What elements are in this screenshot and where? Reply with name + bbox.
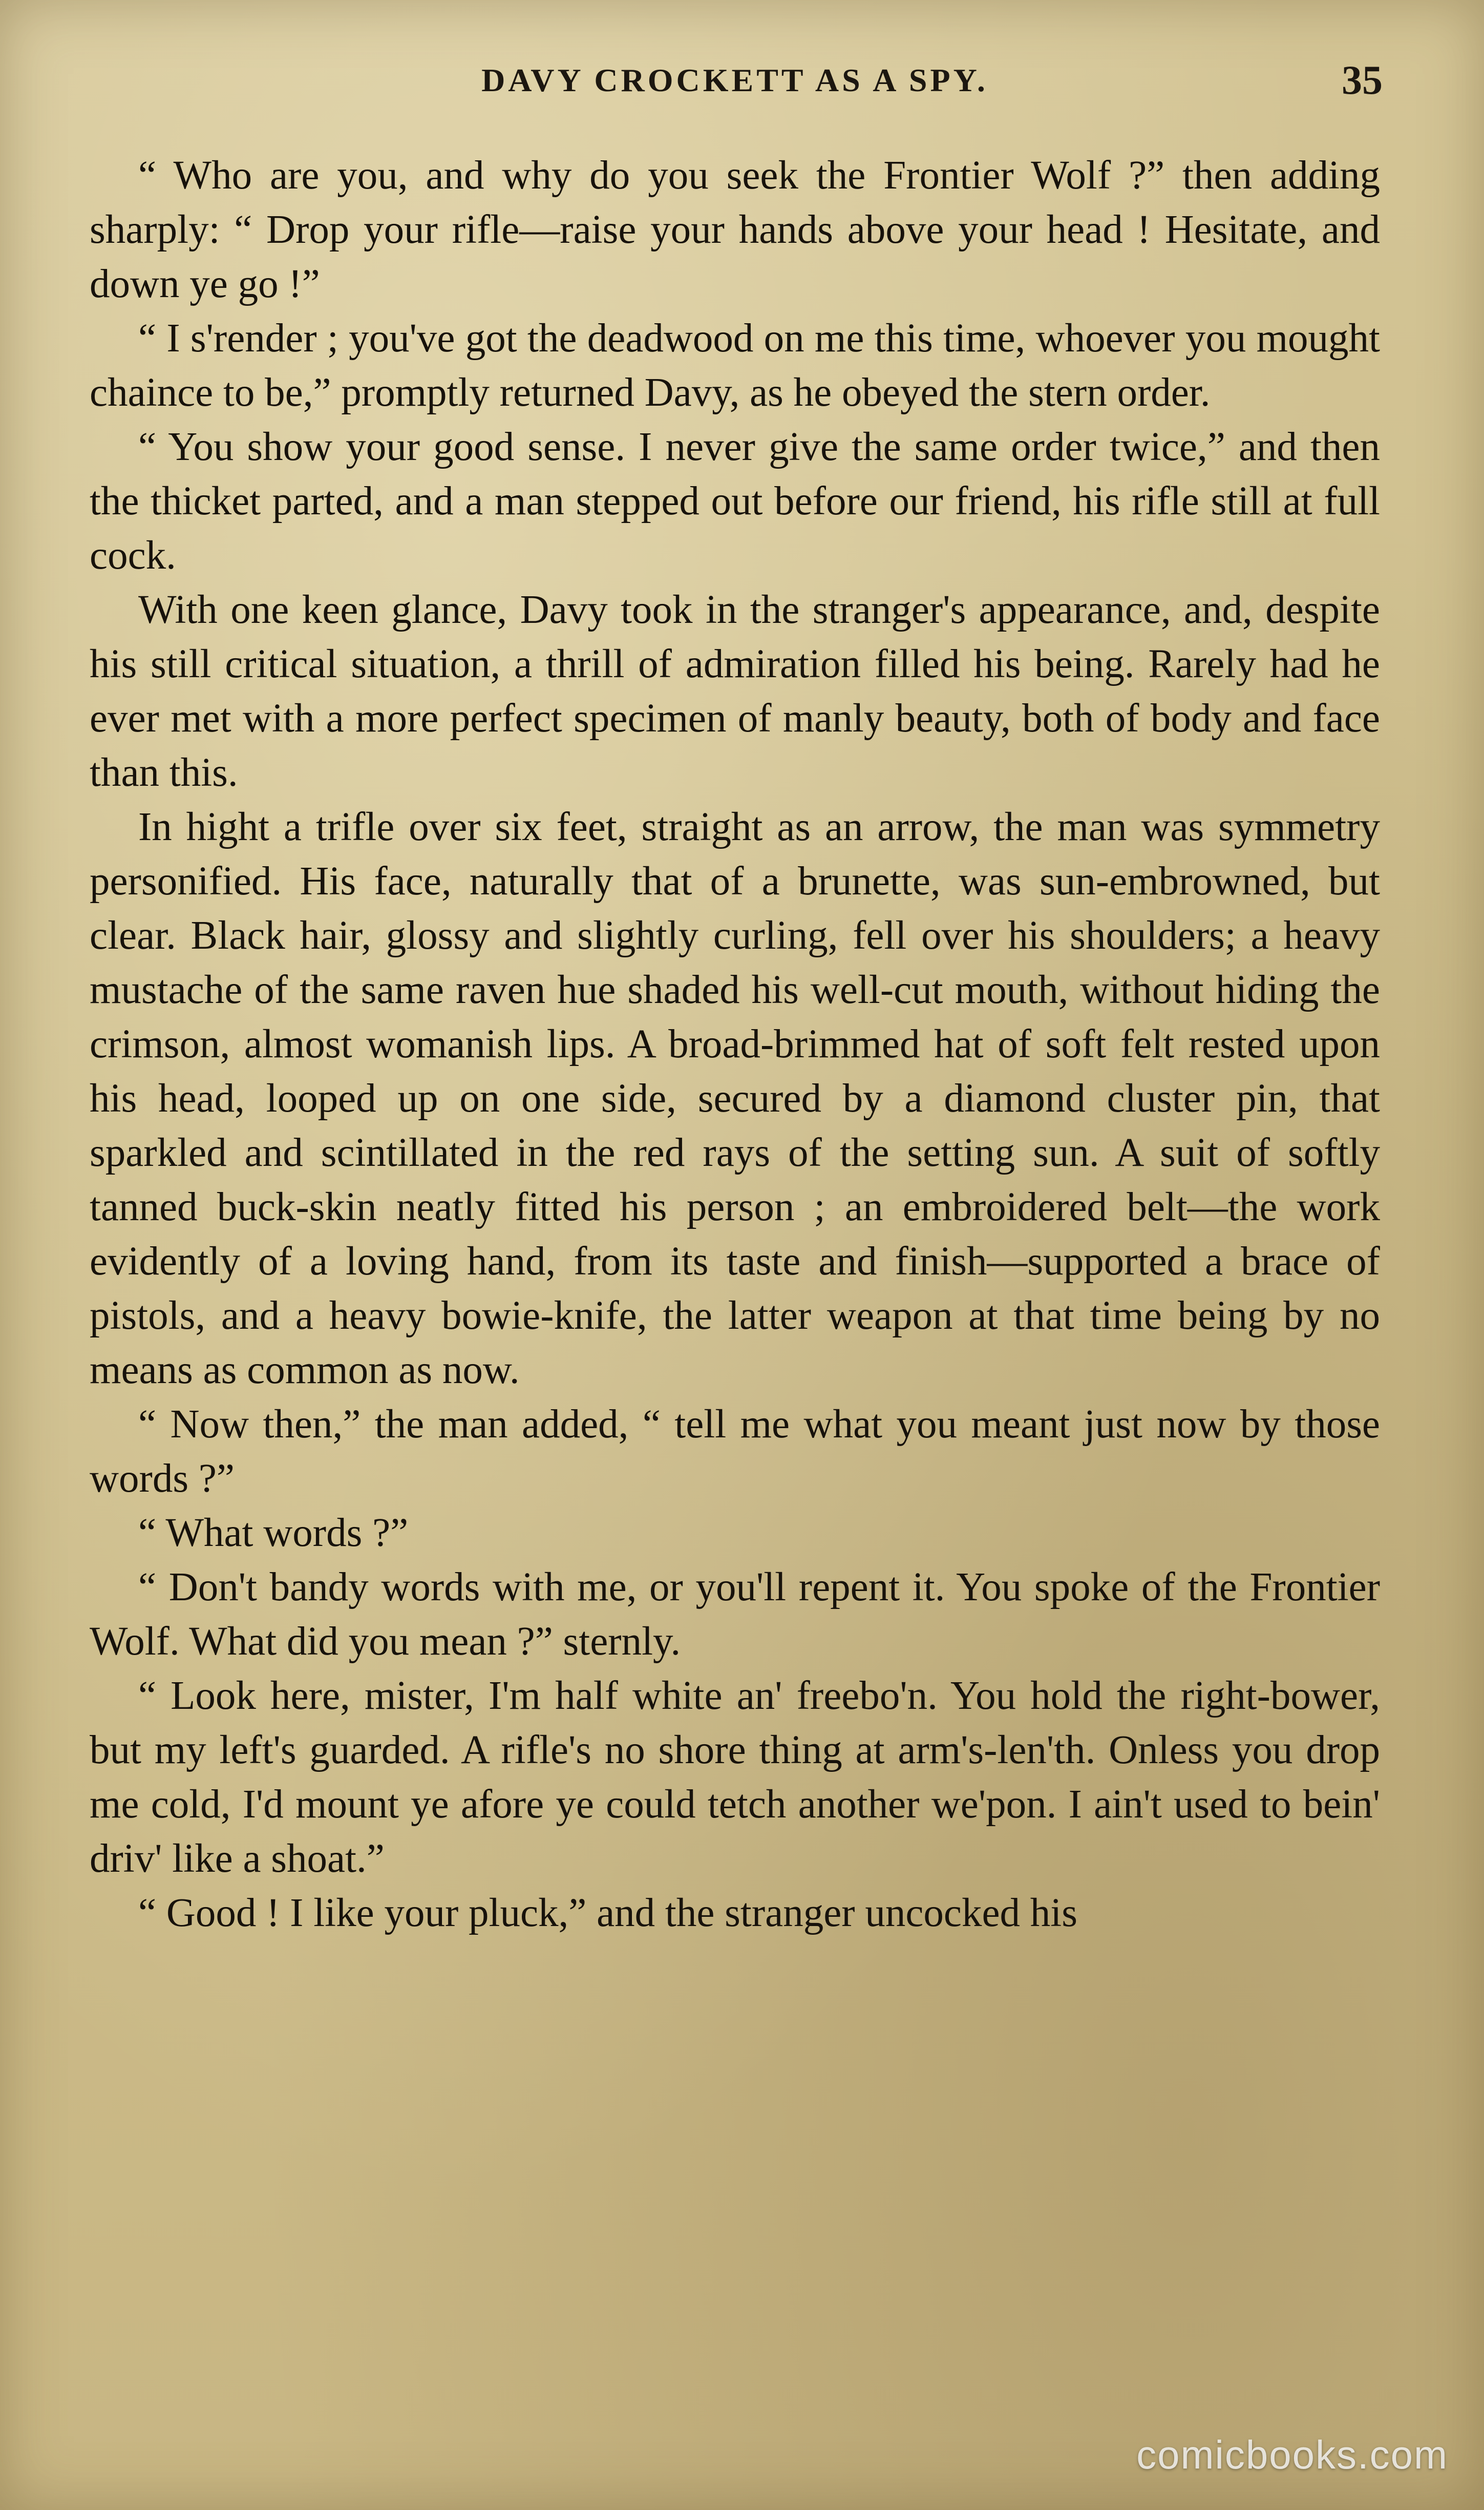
paragraph-8: “ Don't bandy words with me, or you'll repent it. You spoke of the Frontier Wolf. What did you mean ?” sternly. xyxy=(90,1565,1380,1664)
paragraph-4: With one keen glance, Davy took in the stranger's appearance, and, despite his still critical situation, a thrill of admiration filled his being. Rarely had he ever met with a more perfect specimen of manly beauty, both of body and face than this. xyxy=(90,588,1380,795)
paragraph-2: “ I s'render ; you've got the deadwood on me this time, whoever you mought chaince to be,” promptly returned Davy, as he obeyed the stern order. xyxy=(90,316,1380,415)
body-text xyxy=(90,149,1380,1940)
running-title: DAVY CROCKETT AS A SPY. xyxy=(481,62,988,98)
paragraph-7: “ What words ?” xyxy=(138,1511,409,1555)
paragraph-10: “ Good ! I like your pluck,” and the stranger uncocked his xyxy=(138,1891,1077,1935)
paragraph-9: “ Look here, mister, I'm half white an' freebo'n. You hold the right-bower, but my left's guarded. A rifle's no shore thing at arm's-len'th. Onless you drop me cold, I'd mount ye afore ye could tetch another we'pon. I ain't used to bein' driv' like a shoat.” xyxy=(90,1674,1380,1881)
paragraph-6: “ Now then,” the man added, “ tell me what you meant just now by those words ?” xyxy=(90,1402,1380,1501)
paragraph-3: “ You show your good sense. I never give the same order twice,” and then the thicket parted, and a man stepped out before our friend, his rifle still at full cock. xyxy=(90,425,1380,578)
paragraph-1: “ Who are you, and why do you seek the Frontier Wolf ?” then adding sharply: “ Drop your rifle—raise your hands above your head ! Hesitate, and down ye go !” xyxy=(90,153,1380,306)
page-number: 35 xyxy=(1342,58,1383,103)
paragraph-5: In hight a trifle over six feet, straight as an arrow, the man was symmetry personified. His face, naturally that of a brunette, was sun-embrowned, but clear. Black hair, glossy and slightly curling, fell over his shoulders; a heavy mustache of the same raven hue shaded his well-cut mouth, without hiding the crimson, almost womanish lips. A broad-brimmed hat of soft felt rested upon his head, looped up on one side, secured by a diamond cluster pin, that sparkled and scintillated in the red rays of the setting sun. A suit of softly tanned buck-skin neatly fitted his person ; an embroidered belt—the work evidently of a loving hand, from its taste and finish—supported a brace of pistols, and a heavy bowie-knife, the latter weapon at that time being by no means as common as now. xyxy=(90,805,1380,1392)
running-header xyxy=(87,58,1383,108)
watermark-text: comicbooks.com xyxy=(1136,2432,1448,2477)
